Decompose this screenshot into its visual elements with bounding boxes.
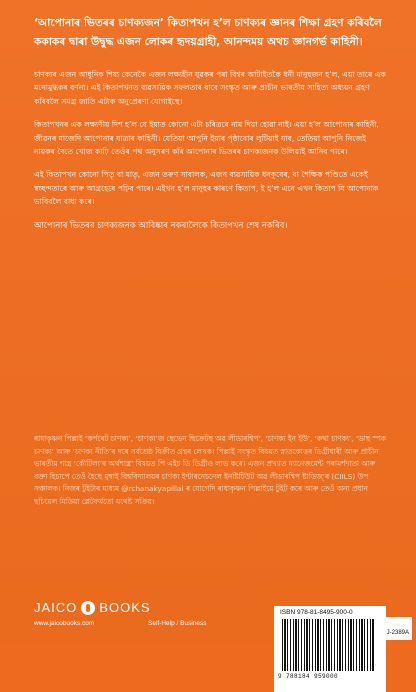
brand-left: JAICO: [34, 600, 78, 615]
paragraph-2: কিতাপখনৰ এক লক্ষ্যণীয় দিশ হ’ল যে ইয়াত কোনো এটা চৰিত্ৰৰে নাম দিয়া হোৱা নাই। এয়া হ’ল আপোনাৰ কাহিনী, জীৱনৰ মাজেদি আপোনাৰ যাত্ৰাৰ কাহিনী। যেতিয়া আপুনি ইয়াৰ পৃষ্ঠাবোৰ লুটিয়াই যাব, তেতিয়া আপুনি নিজেই নায়কৰ দৈতে খোজ কাঢ়ি তেওঁৰ পথ অনুসৰণ কৰি আপোনাৰ ভিতৰৰ চাণক্যজনক উলিয়াই আনিব পাৰে।: [34, 120, 379, 157]
product-code-label: J-2389A: [386, 630, 409, 636]
isbn-label: ISBN 978-81-8495-900-0: [280, 609, 353, 616]
paragraph-3: এই কিতাপখন কোনো পিতৃ বা মাতৃ, এজন তৰুণ সাবালক, এজন ব্যৱসায়িক ধনকুবেৰ, বা শৈক্ষিক পণ্ডিতে একেই স্বচ্ছন্দতাৰে আৰু আগ্ৰহেৰে পঢ়িব পাৰে। এইখন হ’ল মানুহৰ কাৰণে কিতাপ, ই হ’ল এনে এখন কিতাপ যি আপোনাক ভাবিবলৈ বাধ্য কৰে।: [34, 170, 379, 207]
jaico-logo-icon: [81, 601, 95, 615]
brand-right: BOOKS: [99, 600, 151, 615]
paragraph-1: চাণক্যৰ এজন আধুনিক শিষ্য কেনেকৈ এজন লক্ষ্যহীন যুৱকৰ পৰা বিশ্বৰ আটাইতকৈ ধনী মানুহজন হ’ল, এয়া তাৰে এক মনোমুগ্ধকৰ বৰ্ণনা। এই কিতাপখনত ব্যৱসায়িক সফলতাৰ বাবে সংস্কৃত আৰু প্ৰাচীন ভাৰতীয় সাহিত্য অধ্যয়ন গ্ৰহণ কৰিবলৈ সমগ্ৰ জাতি এটাক অনুপ্ৰেৰণা যোগাইছে।: [34, 70, 386, 106]
publisher-logo: [34, 600, 151, 615]
lead-paragraph: ‘আপোনাৰ ভিতৰৰ চাণক্যজন’ কিতাপখন হ’ল চাণক্যৰ জ্ঞানৰ শিক্ষা গ্ৰহণ কৰিবলৈ ককাকৰ দ্বাৰা উদ্বুদ্ধ এজন লোকৰ হৃদয়গ্ৰাহী, আনন্দময় অথচ জ্ঞানগৰ্ভ কাহিনী।: [34, 17, 382, 48]
product-code: [384, 617, 412, 640]
publisher-url: www.jaicobooks.com: [34, 620, 95, 627]
barcode-digits: 9 788184 959000: [278, 673, 339, 680]
barcode-icon: [282, 619, 374, 671]
blurb: [34, 14, 386, 242]
book-category: Self-Help / Business: [148, 620, 207, 627]
author-bio: ৰাধাকৃষ্ণন পিল্লাই ‘কৰ্পৰেট চাণক্য’, ‘চাণক্য’জ ছেভেন ছিক্ৰেটছ অৱ লীডাৰশ্বিপ’, ‘চাণক্য ইন ইউ’, ‘কথা চাণক্য’, ‘ডাছ স্পক চাণক্য’ আৰু ‘চাণক্য নীতি’ৰ দৰে সৰ্বশ্ৰেষ্ঠ বিক্ৰীত গ্ৰন্থৰ লেখক। পিল্লাই সংস্কৃত বিষয়ত স্নাতকোত্তৰ ডিগ্ৰীধাৰী আৰু প্ৰাচীন ভাৰতীয় শাস্ত্ৰ ‘কৌটিল্য’ৰ অৰ্থশাস্ত্ৰ’ বিষয়ত পি এইচ ডি ডিগ্ৰীও লাভ কৰে। এজন প্ৰখ্যাত ম্যানেজমেন্ট পৰামৰ্শদাতা আৰু বক্তা হিচাপে তেওঁ হৈছে মুম্বাই বিশ্ববিদ্যালয়ৰ চাণক্য ইণ্টাৰনেচনেল ইনষ্টিটিউট অৱ লীডাৰশ্বিপ ষ্টাডিজ্‌’ৰ (CIILS) উপ সঞ্চালক। নিজৰ টুইটাৰ মাধ্যম @rchanakyapillai ৰ যোগেদি ৰাধাকৃষ্ণন পিল্লাইয়ে টুইট কৰে আৰু তেওঁ অন্য প্ৰধান ছচিয়েল মিডিয়া প্লেটফৰ্মতো যথেষ্ট সক্ৰিয়।: [34, 434, 386, 506]
paragraph-closing: আপোনাৰ ভিতৰৰ চাণক্যজনক আবিষ্কাৰ নকৰালৈকে কিতাপখন শেষ নকৰিব।: [34, 219, 288, 230]
footer: [0, 582, 416, 680]
